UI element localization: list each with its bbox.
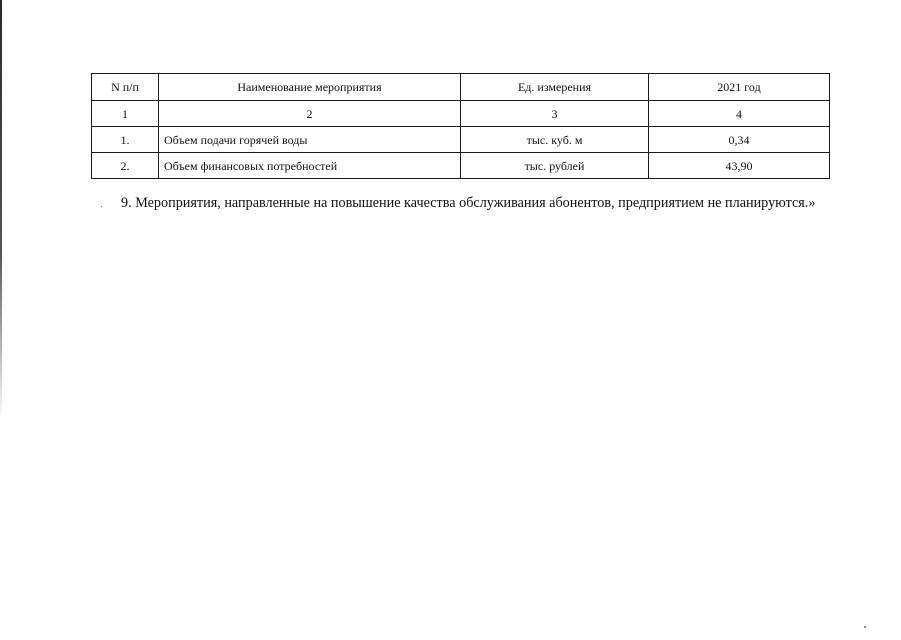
numbering-cell: 3 (461, 101, 649, 127)
row-number-cell: 1. (92, 127, 159, 153)
scan-border-mark (0, 0, 2, 420)
numbering-cell: 2 (159, 101, 461, 127)
row-unit-cell: тыс. куб. м (461, 127, 649, 153)
table-header-row (92, 74, 830, 101)
table-row (92, 127, 830, 153)
scan-speck (101, 206, 102, 207)
measures-table (91, 73, 830, 179)
row-value-cell: 43,90 (649, 153, 830, 179)
header-cell-number: N п/п (92, 74, 159, 101)
table-row (92, 153, 830, 179)
header-cell-unit: Ед. измерения (461, 74, 649, 101)
header-cell-year: 2021 год (649, 74, 830, 101)
numbering-cell: 1 (92, 101, 159, 127)
row-name-cell: Объем подачи горячей воды (159, 127, 461, 153)
row-name-cell: Объем финансовых потребностей (159, 153, 461, 179)
row-unit-cell: тыс. рублей (461, 153, 649, 179)
scan-speck (864, 626, 866, 628)
table-numbering-row (92, 101, 830, 127)
numbering-cell: 4 (649, 101, 830, 127)
header-cell-name: Наименование мероприятия (159, 74, 461, 101)
row-value-cell: 0,34 (649, 127, 830, 153)
section-9-paragraph: 9. Мероприятия, направленные на повышение качества обслуживания абонентов, предприятием не планируются.» (121, 195, 816, 211)
row-number-cell: 2. (92, 153, 159, 179)
